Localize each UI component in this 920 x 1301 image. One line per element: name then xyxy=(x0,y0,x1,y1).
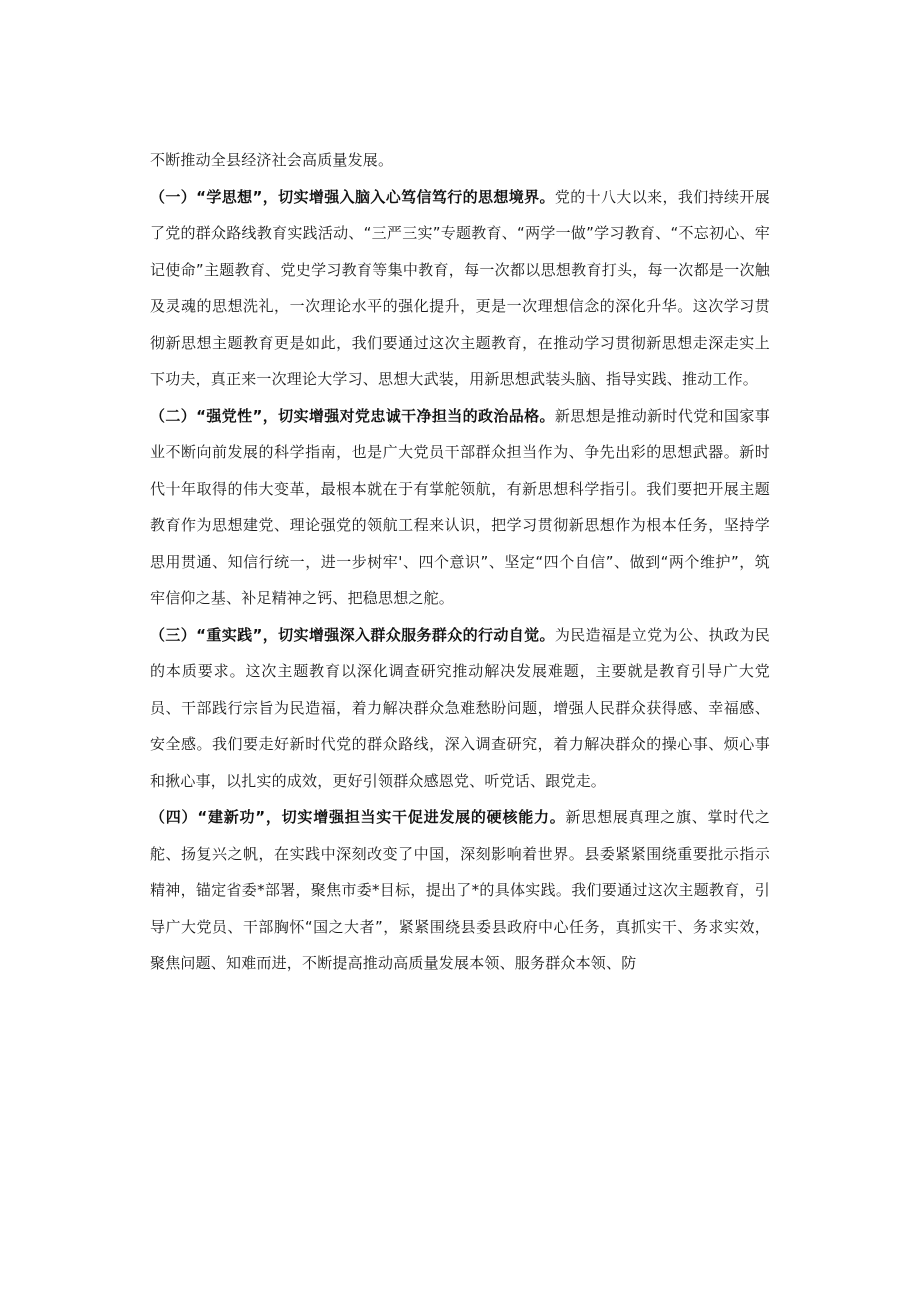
paragraph-text: 新思想是推动新时代党和国家事业不断向前发展的科学指南，也是广大党员干部群众担当作为、争先出彩的思想武器。新时代十年取得的伟大变革，最根本就在于有掌舵领航，有新思想科学指引。我们要把开展主题教育作为思想建党、理论强党的领航工程来认识，把学习贯彻新思想作为根本任务，坚持学思用贯通、知信行统一，进一步树牢'、四个意识”、坚定“四个自信”、做到“两个维护”，筑牢信仰之基、补足精神之钙、把稳思想之舵。 xyxy=(150,406,770,607)
section-heading: （四）“建新功”，切实增强担当实干促进发展的硬核能力。 xyxy=(150,808,566,826)
paragraph-text: 党的十八大以来，我们持续开展了党的群众路线教育实践活动、“三严三实”专题教育、“两学一做”学习教育、“不忘初心、牢记使命”主题教育、党史学习教育等集中教育，每一次都以思想教育打头，每一次都是一次触及灵魂的思想洗礼，一次理论水平的强化提升，更是一次理想信念的深化升华。这次学习贯彻新思想主题教育更是如此，我们要通过这次主题教育，在推动学习贯彻新思想走深走实上下功夫，真正来一次理论大学习、思想大武装，用新思想武装头脑、指导实践、推动工作。 xyxy=(150,187,770,388)
paragraph-section-1 xyxy=(150,179,770,398)
paragraph-section-3 xyxy=(150,617,770,800)
paragraph-section-2 xyxy=(150,398,770,617)
section-heading: （三）“重实践”，切实增强深入群众服务群众的行动自觉。 xyxy=(150,625,555,644)
paragraph-text: 新思想展真理之旗、掌时代之舵、扬复兴之帆，在实践中深刻改变了中国，深刻影响着世界。县委紧紧围绕重要批示指示精神，锚定省委*部署，聚焦市委*目标，提出了*的具体实践。我们要通过这次主题教育，引导广大党员、干部胸怀“国之大者”，紧紧围绕县委县政府中心任务，真抓实干、务求实效，聚焦问题、知难而进，不断提高推动高质量发展本领、服务群众本领、防 xyxy=(150,808,770,972)
section-heading: （二）“强党性”，切实增强对党忠诚干净担当的政治品格。 xyxy=(150,406,555,425)
section-heading: （一）“学思想”，切实增强入脑入心笃信笃行的思想境界。 xyxy=(150,187,555,206)
document-body xyxy=(150,142,770,982)
paragraph-text: 为民造福是立党为公、执政为民的本质要求。这次主题教育以深化调查研究推动解决发展难题，主要就是教育引导广大党员、干部践行宗旨为民造福，着力解决群众急难愁盼问题，增强人民群众获得感、幸福感、安全感。我们要走好新时代党的群众路线，深入调查研究，着力解决群众的操心事、烦心事和揪心事，以扎实的成效，更好引领群众感恩党、听党话、跟党走。 xyxy=(150,625,770,790)
paragraph-continuation xyxy=(150,142,770,179)
paragraph-section-4 xyxy=(150,799,770,982)
paragraph-text: 不断推动全县经济社会高质量发展。 xyxy=(150,151,394,169)
